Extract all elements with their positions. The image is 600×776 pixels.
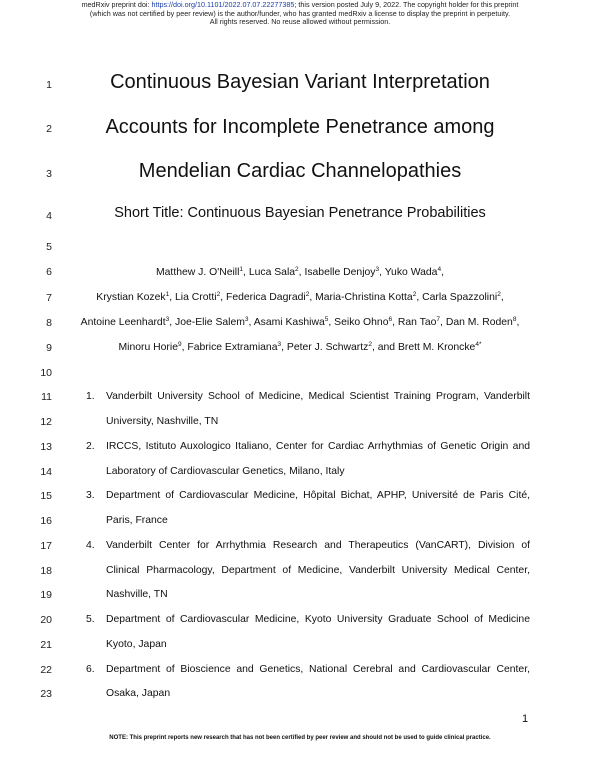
author-name: Antoine Leenhardt [80,317,166,328]
affiliation-text: Department of Cardiovascular Medicine, Kyoto University Graduate School of Medicine [106,614,530,625]
author-separator: , [392,317,398,328]
author-affiliation: 1 [239,266,244,273]
affiliation-text: Clinical Pharmacology, Department of Medicine, Vanderbilt University Medical Center, [106,565,530,576]
author-separator: , and [371,342,398,353]
line-number: 13 [40,441,52,453]
line-number: 14 [40,466,52,478]
author-name: Luca Sala [248,267,296,278]
author-separator: , [441,267,444,278]
author-name: Minoru Horie [118,342,178,353]
author-separator: , [281,342,287,353]
line-number: 20 [40,614,52,626]
author-affiliation: 5 [324,316,329,323]
footer-note: NOTE: This preprint reports new research that has not been certified by peer review and should not be used to guide clinical practice. [109,735,491,741]
author-affiliation: 2 [216,291,221,298]
author-separator: , [243,267,249,278]
author-separator: , [309,292,316,303]
author-name: Lia Crotti [175,292,217,303]
author-name: Seiko Ohno [334,317,389,328]
affiliation-text: Laboratory of Cardiovascular Genetics, Milano, Italy [106,466,345,477]
affiliation-text: Paris, France [106,515,168,526]
line-number: 21 [40,639,52,651]
affiliation-number: 4. [86,540,95,551]
author-affiliation: 4 [437,266,442,273]
preprint-header [0,1,600,27]
affiliation-text: Department of Cardiovascular Medicine, Hôpital Bichat, APHP, Université de Paris Cité, [106,490,530,501]
author-separator: , [328,317,335,328]
author-line-3 [60,317,540,328]
author-affiliation: 7 [436,316,441,323]
line-number: 9 [46,342,52,354]
author-affiliation: 6 [388,316,393,323]
author-affiliation: 2 [497,291,501,298]
affiliation-text: Vanderbilt University School of Medicine, Medical Scientist Training Program, Vanderbilt [106,391,530,402]
author-affiliation: 2 [305,291,310,298]
author-separator: , [169,317,176,328]
author-name: Isabelle Denjoy [304,267,376,278]
line-number: 11 [41,391,52,403]
author-name: Asami Kashiwa [253,317,325,328]
line-number: 18 [40,565,52,577]
page-number: 1 [522,713,529,725]
author-name: Carla Spazzolini [422,292,498,303]
author-separator: , [169,292,175,303]
line-number: 8 [46,317,52,329]
line-number: 3 [46,168,52,180]
line-number: 19 [40,589,52,601]
author-separator: , [181,342,188,353]
doi-link[interactable]: https://doi.org/10.1101/2022.07.07.22277385 [151,0,295,9]
line-number: 5 [46,241,52,253]
author-name: Fabrice Extramiana [187,342,278,353]
affiliation-text: Department of Bioscience and Genetics, National Cerebral and Cardiovascular Center, [106,664,530,675]
line-number: 1 [46,79,52,91]
author-affiliation: 2 [295,266,299,273]
author-name: Ran Tao [397,317,437,328]
header-line-3: All rights reserved. No reuse allowed without permission. [209,17,391,27]
line-number: 16 [40,515,52,527]
line-number: 17 [40,540,52,552]
author-affiliation: 3 [165,316,170,323]
author-name: Krystian Kozek [96,292,166,303]
author-line-2 [60,292,540,303]
affiliation-number: 3. [86,490,95,501]
header-prefix: medRxiv preprint doi: [81,0,152,9]
line-number: 7 [46,292,52,304]
line-number: 15 [40,490,52,502]
author-affiliation: 9 [177,341,182,348]
affiliation-text: Nashville, TN [106,589,168,600]
affiliation-text: Vanderbilt Center for Arrhythmia Research and Therapeutics (VanCART), Division of [106,540,530,551]
author-name: Joe-Elie Salem [175,317,245,328]
affiliation-text: Osaka, Japan [106,688,171,699]
author-affiliation: 3 [244,316,249,323]
author-separator: , [516,317,520,328]
author-name: Maria-Christina Kotta [315,292,413,303]
line-number: 6 [46,266,52,278]
header-line-2: (which was not certified by peer review) is the author/funder, who has granted medRxiv a license to display the preprint in perpetuity. [89,8,511,18]
line-number: 23 [40,688,52,700]
affiliation-number: 5. [86,614,95,625]
affiliation-number: 6. [86,664,95,675]
title-line-2: Accounts for Incomplete Penetrance among [105,116,495,138]
affiliation-number: 2. [86,441,95,452]
author-affiliation: 2 [368,341,372,348]
author-affiliation: 3 [375,266,380,273]
author-affiliation: 8 [512,316,517,323]
header-line1-rest: ; this version posted July 9, 2022. The copyright holder for this preprint [294,0,519,9]
author-affiliation: 3 [277,341,282,348]
author-name: Peter J. Schwartz [286,342,369,353]
author-separator: , [416,292,423,303]
author-name: Dan M. Roden [445,317,513,328]
author-affiliation: 4* [475,341,482,348]
affiliation-text: IRCCS, Istituto Auxologico Italiano, Center for Cardiac Arrhythmias of Genetic Origin and [106,441,530,452]
author-separator: , [500,292,504,303]
line-number: 10 [40,367,52,379]
author-name: Matthew J. O'Neill [156,267,240,278]
author-separator: , [220,292,226,303]
author-separator: , [298,267,305,278]
short-title: Short Title: Continuous Bayesian Penetrance Probabilities [114,205,486,221]
author-affiliation: 2 [412,291,417,298]
title-line-1: Continuous Bayesian Variant Interpretation [110,71,490,93]
author-name: Yuko Wada [384,267,438,278]
author-line-4 [60,342,540,353]
author-affiliation: 1 [165,291,170,298]
affiliation-text: University, Nashville, TN [106,416,219,427]
author-name: Federica Dagradi [225,292,306,303]
author-separator: , [379,267,385,278]
affiliation-text: Kyoto, Japan [106,639,167,650]
line-number: 22 [40,664,52,676]
author-line-1 [60,267,540,278]
title-line-3: Mendelian Cardiac Channelopathies [138,160,462,182]
author-separator: , [440,317,446,328]
author-name: Brett M. Kroncke [397,342,476,353]
affiliation-number: 1. [86,391,95,402]
line-number: 12 [40,416,52,428]
line-number: 2 [46,123,52,135]
author-separator: , [248,317,254,328]
line-number: 4 [46,210,52,222]
